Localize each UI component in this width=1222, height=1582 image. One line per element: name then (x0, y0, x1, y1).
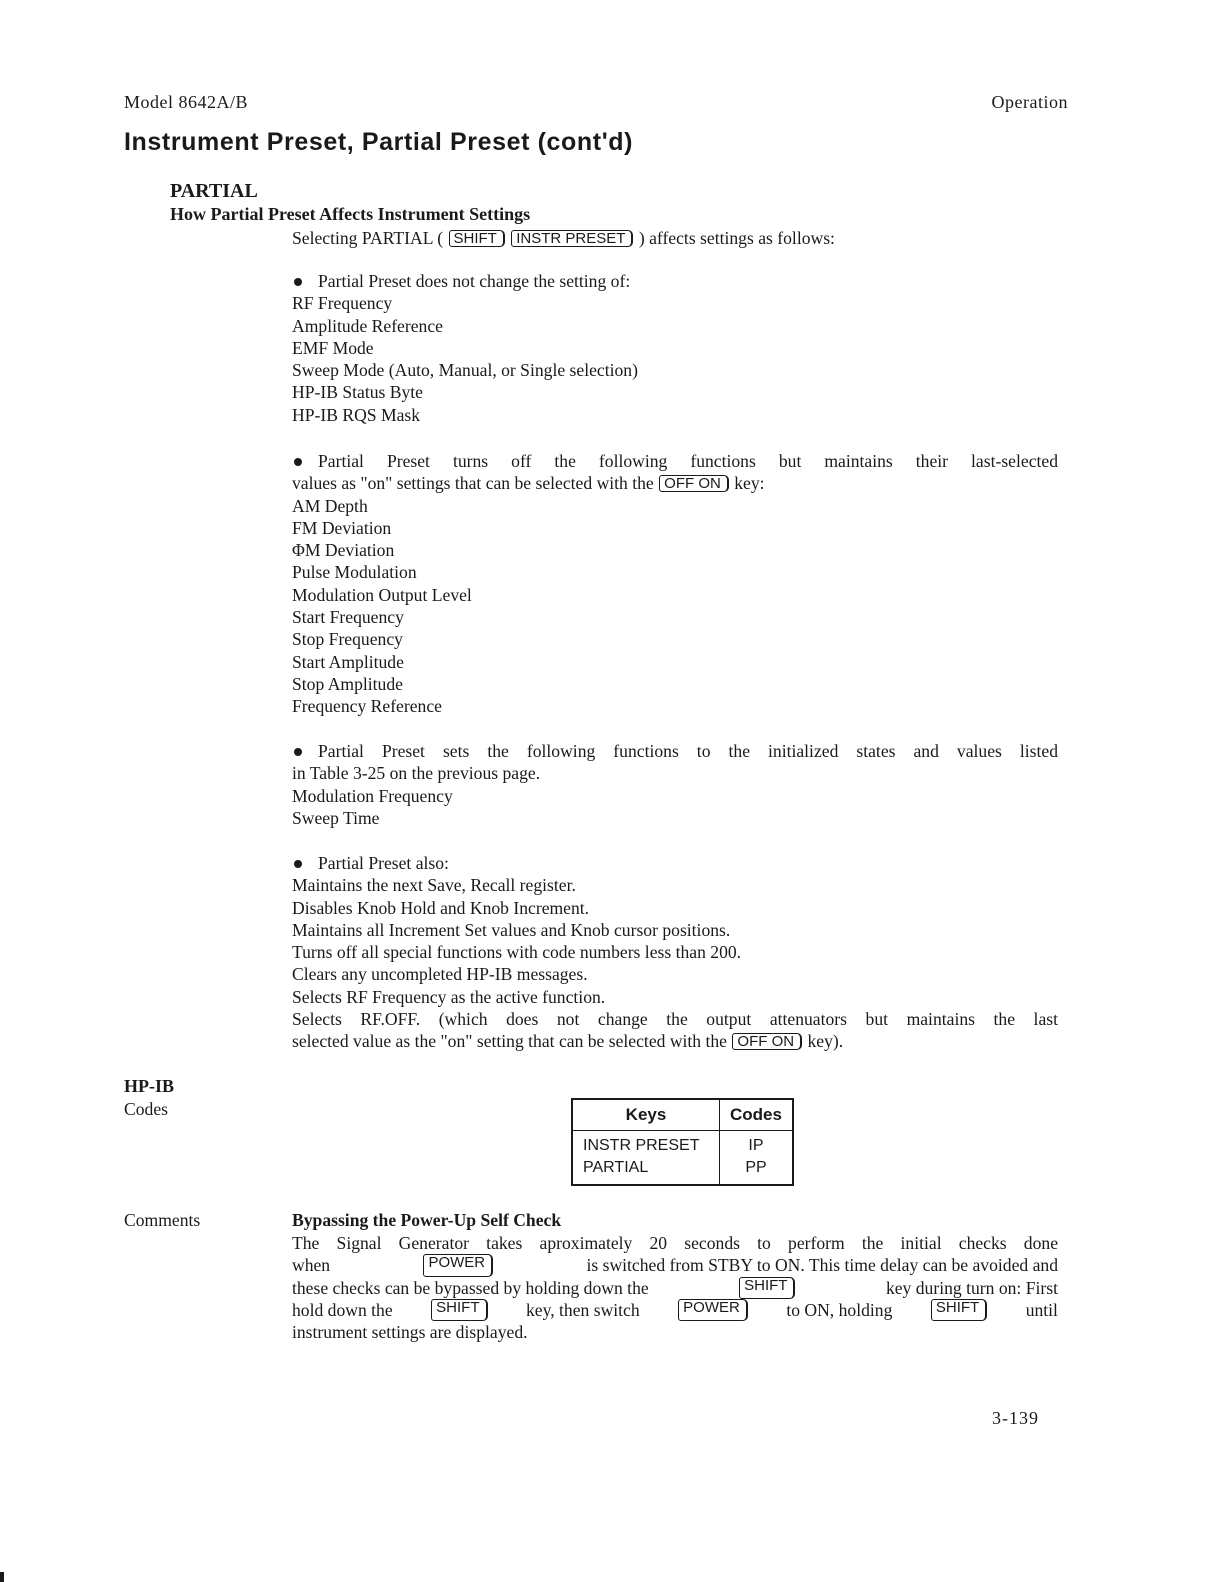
shift-key-label: SHIFT (453, 230, 497, 247)
bypass-line-3 (292, 1277, 1058, 1299)
list-item: ΦM Deviation (292, 540, 395, 561)
list-item: Start Amplitude (292, 651, 404, 672)
keys-cell (572, 1131, 720, 1186)
list-item: HP-IB RQS Mask (292, 404, 421, 425)
bypass-l4-d: until (1025, 1299, 1058, 1320)
group2-intro-line2 (292, 472, 1058, 494)
list-item: Frequency Reference (292, 696, 442, 717)
bullet-icon (294, 860, 302, 868)
group-turns-off (292, 450, 1058, 718)
group2-intro-line2-prefix: values as "on" settings that can be selected with the (292, 473, 654, 494)
bypass-heading: Bypassing the Power-Up Self Check (292, 1210, 562, 1230)
bypass-l4-c: to ON, holding (786, 1299, 893, 1320)
shift-key-label: SHIFT (744, 1276, 788, 1294)
group2-intro-line1-text: Partial Preset turns off the following functions but maintains their last-selected (318, 451, 1058, 471)
list-item: Sweep Mode (Auto, Manual, or Single selection) (292, 360, 638, 381)
key-name: INSTR PRESET (583, 1137, 700, 1154)
codes-label: Codes (124, 1099, 168, 1119)
bypass-line-2 (292, 1254, 1058, 1276)
column-header-keys: Keys (572, 1099, 720, 1131)
table-header-row (572, 1099, 793, 1131)
list-item: Pulse Modulation (292, 562, 417, 583)
bypass-l2-a: when (292, 1255, 331, 1276)
list-item: HP-IB Status Byte (292, 382, 423, 403)
power-key-label: POWER (428, 1254, 486, 1272)
shift-key (431, 1299, 487, 1321)
list-item: Maintains the next Save, Recall register. (292, 875, 576, 896)
group2-intro-line2-suffix: key: (734, 473, 765, 494)
header-section: Operation (991, 92, 1068, 112)
group3-intro-line1-text: Partial Preset sets the following functions to the initialized states and values listed (318, 741, 1058, 761)
off-on-key-label: OFF ON (664, 475, 721, 493)
selecting-suffix: ) affects settings as follows: (638, 228, 835, 248)
header-model: Model 8642A/B (124, 92, 249, 112)
page-title: Instrument Preset, Partial Preset (cont'd) (124, 128, 634, 156)
bypass-l3-a: these checks can be bypassed by holding down the (292, 1277, 649, 1298)
key-name: PARTIAL (583, 1159, 649, 1176)
list-item: Turns off all special functions with code numbers less than 200. (292, 942, 742, 963)
power-key-label: POWER (683, 1298, 740, 1316)
group4-intro-text: Partial Preset also: (318, 853, 449, 873)
group4-last-line1: Selects RF.OFF. (which does not change the output attenuators but maintains the last (292, 1009, 1058, 1030)
bullet-icon (294, 278, 302, 286)
bypass-l4-b: key, then switch (525, 1299, 640, 1320)
list-item: Stop Amplitude (292, 673, 403, 694)
shift-key (449, 230, 505, 247)
comments-label: Comments (124, 1210, 201, 1230)
bypass-paragraph (292, 1232, 1058, 1343)
shift-key (739, 1277, 795, 1299)
list-item: AM Depth (292, 495, 368, 516)
group-initialized (292, 740, 1058, 829)
group1-intro-text: Partial Preset does not change the setting of: (318, 271, 631, 291)
hpib-codes-table (571, 1098, 794, 1186)
instr-preset-key-label: INSTR PRESET (516, 230, 626, 247)
selecting-line (292, 227, 1058, 249)
bypass-l3-b: key during turn on: First (885, 1277, 1058, 1298)
list-item: Clears any uncompleted HP-IB messages. (292, 964, 588, 985)
bypass-line-1: The Signal Generator takes aproximately 20 seconds to perform the initial checks done (292, 1233, 1058, 1253)
group-no-change (292, 270, 1058, 426)
bullet-icon (294, 458, 302, 466)
shift-key-label: SHIFT (436, 1298, 480, 1316)
group1-intro (292, 270, 1058, 292)
shift-key (931, 1299, 987, 1321)
group3-intro-line2: in Table 3-25 on the previous page. (292, 763, 541, 784)
group4-intro (292, 852, 1058, 874)
group4-last-line2-prefix: selected value as the "on" setting that can be selected with the (292, 1031, 727, 1052)
list-item: Modulation Frequency (292, 785, 453, 806)
off-on-key (732, 1033, 802, 1050)
list-item: Disables Knob Hold and Knob Increment. (292, 897, 590, 918)
scan-edge-mark (0, 1572, 4, 1582)
bypass-line-4 (292, 1299, 1058, 1321)
power-key (423, 1254, 493, 1276)
bypass-line-5: instrument settings are displayed. (292, 1322, 528, 1343)
partial-subheading: How Partial Preset Affects Instrument Settings (170, 204, 531, 224)
partial-heading: PARTIAL (170, 180, 258, 202)
group4-last-line2 (292, 1030, 1058, 1052)
off-on-key-label: OFF ON (737, 1033, 795, 1051)
table-row (572, 1131, 793, 1186)
code-value: PP (745, 1159, 767, 1176)
group-also (292, 852, 1058, 1053)
column-header-codes: Codes (720, 1099, 793, 1131)
codes-cell (720, 1131, 793, 1186)
list-item: Sweep Time (292, 807, 380, 828)
list-item: Stop Frequency (292, 629, 403, 650)
bypass-l2-b: is switched from STBY to ON. This time delay can be avoided and (586, 1255, 1058, 1276)
group4-last-line2-suffix: key). (807, 1031, 844, 1052)
list-item: Selects RF Frequency as the active function. (292, 986, 606, 1007)
bullet-icon (294, 748, 302, 756)
list-item: FM Deviation (292, 517, 392, 538)
shift-key-label: SHIFT (935, 1298, 980, 1316)
power-key (678, 1299, 748, 1321)
list-item: Start Frequency (292, 607, 404, 628)
list-item: Amplitude Reference (292, 315, 443, 336)
off-on-key (659, 475, 729, 492)
list-item: Modulation Output Level (292, 584, 472, 605)
instr-preset-key (511, 230, 633, 247)
page-number: 3-139 (992, 1408, 1039, 1428)
list-item: RF Frequency (292, 293, 393, 314)
code-value: IP (748, 1137, 764, 1154)
group2-intro-line1 (292, 450, 1058, 472)
group3-intro-line1 (292, 740, 1058, 762)
list-item: EMF Mode (292, 337, 374, 358)
bypass-l4-a: hold down the (292, 1299, 393, 1320)
list-item: Maintains all Increment Set values and Knob cursor positions. (292, 919, 731, 940)
selecting-prefix: Selecting PARTIAL ( (292, 228, 444, 248)
hpib-label: HP-IB (124, 1076, 175, 1096)
